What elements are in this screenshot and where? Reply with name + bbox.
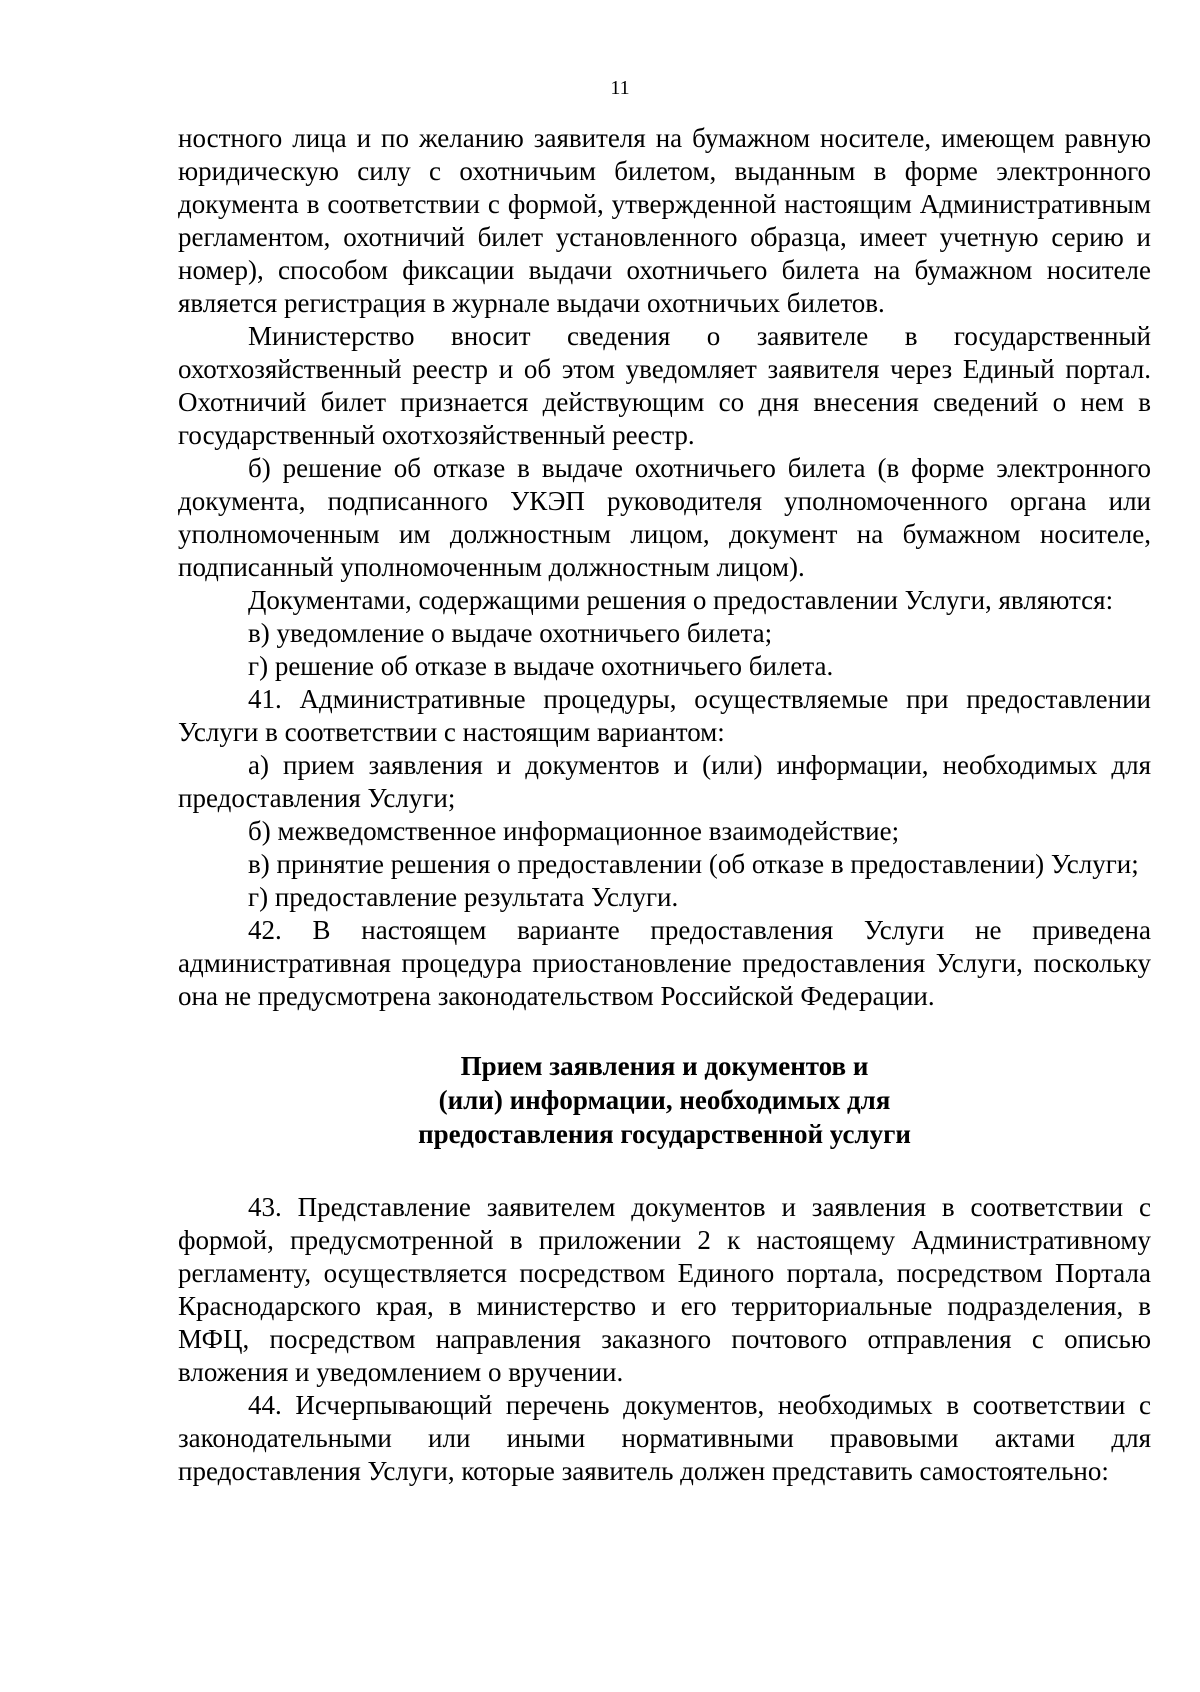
- section-heading-line: (или) информации, необходимых для: [438, 1085, 891, 1115]
- paragraph: г) предоставление результата Услуги.: [248, 882, 679, 912]
- page-number: 11: [610, 77, 630, 99]
- paragraph: 42. В настоящем варианте предоставления Услуги не приведена административная процедура приостановление предоставления Услуги, поскольку она не предусмотрена законодательством Российской Федерации.: [178, 915, 1151, 1011]
- paragraph: г) решение об отказе в выдаче охотничьего билета.: [248, 651, 834, 681]
- paragraph: б) решение об отказе в выдаче охотничьего билета (в форме электронного документа, подписанного УКЭП руководителя уполномоченного органа или уполномоченным им должностным лицом, документ на бумажном носителе, подписанный уполномоченным должностным лицом).: [178, 453, 1151, 582]
- paragraphs-bottom: [178, 1191, 1151, 1488]
- paragraphs-top: [178, 122, 1151, 1013]
- paragraph: ностного лица и по желанию заявителя на бумажном носителе, имеющем равную юридическую силу с охотничьим билетом, выданным в форме электронного документа в соответствии с формой, утвержденной настоящим Административным регламентом, охотничий билет установленного образца, имеет учетную серию и номер), способом фиксации выдачи охотничьего билета на бумажном носителе является регистрация в журнале выдачи охотничьих билетов.: [178, 123, 1151, 318]
- paragraph: Документами, содержащими решения о предоставлении Услуги, являются:: [248, 585, 1114, 615]
- document-body: [178, 122, 1151, 1488]
- section-heading: [178, 1049, 1151, 1151]
- paragraph: б) межведомственное информационное взаимодействие;: [248, 816, 900, 846]
- paragraph: 44. Исчерпывающий перечень документов, необходимых в соответствии с законодательными или иными нормативными правовыми актами для предоставления Услуги, которые заявитель должен представить самостоятельно:: [178, 1390, 1151, 1486]
- section-heading-line: Прием заявления и документов и: [460, 1051, 869, 1081]
- paragraph: 43. Представление заявителем документов и заявления в соответствии с формой, предусмотренной в приложении 2 к настоящему Административному регламенту, осуществляется посредством Единого портала, посредством Портала Краснодарского края, в министерство и его территориальные подразделения, в МФЦ, посредством направления заказного почтового отправления с описью вложения и уведомлением о вручении.: [178, 1192, 1151, 1387]
- paragraph: а) прием заявления и документов и (или) информации, необходимых для предоставления Услуги;: [178, 750, 1151, 813]
- paragraph: в) принятие решения о предоставлении (об отказе в предоставлении) Услуги;: [248, 849, 1139, 879]
- section-heading-line: предоставления государственной услуги: [418, 1119, 911, 1149]
- paragraph: 41. Административные процедуры, осуществляемые при предоставлении Услуги в соответствии с настоящим вариантом:: [178, 684, 1151, 747]
- paragraph: Министерство вносит сведения о заявителе в государственный охотхозяйственный реестр и об этом уведомляет заявителя через Единый портал. Охотничий билет признается действующим со дня внесения сведений о нем в государственный охотхозяйственный реестр.: [178, 321, 1151, 450]
- paragraph: в) уведомление о выдаче охотничьего билета;: [248, 618, 773, 648]
